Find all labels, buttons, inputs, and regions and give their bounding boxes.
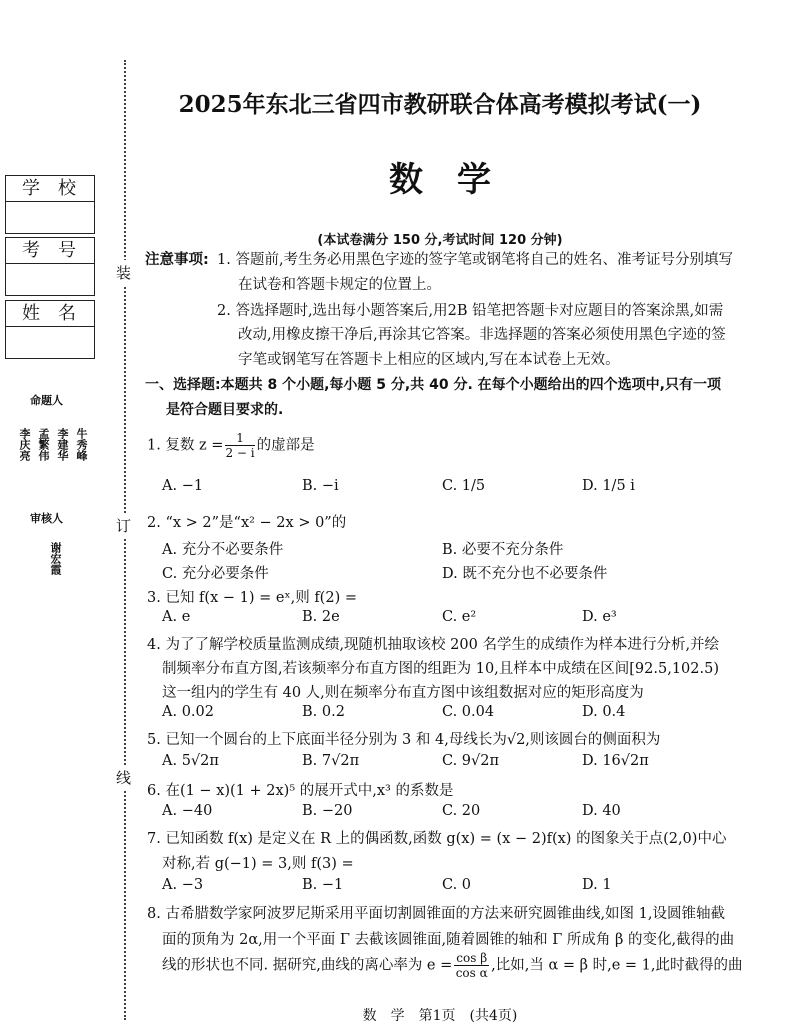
denominator: cos α xyxy=(455,966,488,980)
numerator: cos β xyxy=(456,951,488,965)
q4-option-d: D. 0.4 xyxy=(582,704,626,720)
authors-label: 命题人 xyxy=(30,394,63,407)
q7-option-d: D. 1 xyxy=(582,877,612,893)
q8-stem xyxy=(162,951,743,980)
q5-stem: 5. 已知一个圆台的上下底面半径分别为 3 和 4,母线长为√2,则该圆台的侧面积为 xyxy=(147,732,661,748)
q3-option-a: A. e xyxy=(162,609,191,625)
author: 李庆亮 xyxy=(18,428,31,461)
q7-option-b: B. −1 xyxy=(302,877,344,893)
authors xyxy=(18,428,87,461)
q1-fraction xyxy=(225,431,254,460)
section-heading: 是符合题目要求的. xyxy=(166,402,284,418)
q4-stem: 4. 为了了解学校质量监测成绩,现随机抽取该校 200 名学生的成绩作为样本进行分析,并绘 xyxy=(147,637,720,653)
exam-number-label: 考号 xyxy=(6,238,94,264)
reviewer-label: 审核人 xyxy=(30,512,63,525)
binding-mark: 线 xyxy=(116,765,131,790)
q5-option-c: C. 9√2π xyxy=(442,753,500,769)
instruction-line: 字笔或钢笔写在答题卡上相应的区域内,写在本试卷上无效。 xyxy=(238,352,620,368)
q7-option-c: C. 0 xyxy=(442,877,472,893)
instruction-line: 1. 答题前,考生务必用黑色字迹的签字笔或钢笔将自己的姓名、准考证号分别填写 xyxy=(217,252,734,268)
q2-option-d: D. 既不充分也不必要条件 xyxy=(442,566,608,582)
q2-option-c: C. 充分必要条件 xyxy=(162,566,269,582)
instructions-label: 注意事项: xyxy=(145,252,209,268)
name-label: 姓名 xyxy=(6,301,94,327)
q3-option-d: D. e³ xyxy=(582,609,617,625)
q6-option-b: B. −20 xyxy=(302,803,353,819)
page-footer: 数 学 第1页 (共4页) xyxy=(362,1008,518,1024)
subject-title: 数 学 xyxy=(389,160,491,200)
q5-option-d: D. 16√2π xyxy=(582,753,649,769)
q2-stem: 2. “x > 2”是“x² − 2x > 0”的 xyxy=(147,515,347,531)
author: 孟繁伟 xyxy=(37,428,50,461)
section-heading: 一、选择题:本题共 8 个小题,每小题 5 分,共 40 分. 在每个小题给出的四个选项中,只有一项 xyxy=(145,377,721,393)
exam-title: 2025年东北三省四市教研联合体高考模拟考试(一) xyxy=(178,91,702,118)
exam-note: (本试卷满分 150 分,考试时间 120 分钟) xyxy=(317,233,563,248)
q8-fraction xyxy=(454,951,489,980)
q7-stem: 对称,若 g(−1) = 3,则 f(3) = xyxy=(162,856,354,872)
q8-stem: 面的顶角为 2α,用一个平面 Γ 去截该圆锥面,随着圆锥的轴和 Γ 所成角 β 的变化,截得的曲 xyxy=(162,932,735,948)
q6-stem: 6. 在(1 − x)(1 + 2x)⁵ 的展开式中,x³ 的系数是 xyxy=(147,783,454,799)
q3-stem: 3. 已知 f(x − 1) = eˣ,则 f(2) = xyxy=(147,590,357,606)
q2-option-a: A. 充分不必要条件 xyxy=(162,542,284,558)
instruction-line: 2. 答选择题时,选出每小题答案后,用2B 铅笔把答题卡对应题目的答案涂黑,如需 xyxy=(217,303,724,319)
binding-mark: 订 xyxy=(116,513,131,538)
denominator: 2 − i xyxy=(225,446,255,460)
q4-stem: 这一组内的学生有 40 人,则在频率分布直方图中该组数据对应的矩形高度为 xyxy=(162,685,644,701)
author: 李建华 xyxy=(56,428,69,461)
q4-option-c: C. 0.04 xyxy=(442,704,495,720)
q3-option-c: C. e² xyxy=(442,609,477,625)
q4-option-b: B. 0.2 xyxy=(302,704,345,720)
q7-stem: 7. 已知函数 f(x) 是定义在 R 上的偶函数,函数 g(x) = (x − 2)f(x) 的图象关于点(2,0)中心 xyxy=(147,831,727,847)
q8-stem: 8. 古希腊数学家阿波罗尼斯采用平面切割圆锥面的方法来研究圆锥曲线,如图 1,设圆锥轴截 xyxy=(147,906,725,922)
q7-option-a: A. −3 xyxy=(162,877,204,893)
binding-mark: 装 xyxy=(116,260,131,285)
instruction-line: 在试卷和答题卡规定的位置上。 xyxy=(238,277,441,293)
q1-post: 的虚部是 xyxy=(256,437,315,454)
author: 牛秀峰 xyxy=(75,428,88,461)
q5-option-a: A. 5√2π xyxy=(162,753,219,769)
q2-option-b: B. 必要不充分条件 xyxy=(442,542,564,558)
q4-option-a: A. 0.02 xyxy=(162,704,214,720)
q1-option-c: C. 1/5 xyxy=(442,478,486,494)
q6-option-a: A. −40 xyxy=(162,803,213,819)
q1-option-b: B. −i xyxy=(302,478,339,494)
q8-post: ,比如,当 α = β 时,e = 1,此时截得的曲 xyxy=(491,957,743,974)
q1-option-a: A. −1 xyxy=(162,478,204,494)
q8-pre: 线的形状也不同. 据研究,曲线的离心率为 e = xyxy=(162,957,453,974)
q5-option-b: B. 7√2π xyxy=(302,753,360,769)
name-field[interactable] xyxy=(5,300,95,359)
q3-option-b: B. 2e xyxy=(302,609,340,625)
numerator: 1 xyxy=(225,431,254,446)
q1-option-d: D. 1/5 i xyxy=(582,478,635,494)
instruction-line: 改动,用橡皮擦干净后,再涂其它答案。非选择题的答案必须使用黑色字迹的签 xyxy=(238,327,726,343)
binding-line xyxy=(124,60,126,1020)
q6-option-c: C. 20 xyxy=(442,803,481,819)
q1-pre: 1. 复数 z = xyxy=(147,437,224,454)
school-label: 学校 xyxy=(6,176,94,202)
q1-stem xyxy=(147,431,315,460)
q6-option-d: D. 40 xyxy=(582,803,621,819)
q4-stem: 制频率分布直方图,若该频率分布直方图的组距为 10,且样本中成绩在区间[92.5,102.5) xyxy=(162,661,719,677)
reviewer: 谢宏霞 xyxy=(49,542,62,575)
